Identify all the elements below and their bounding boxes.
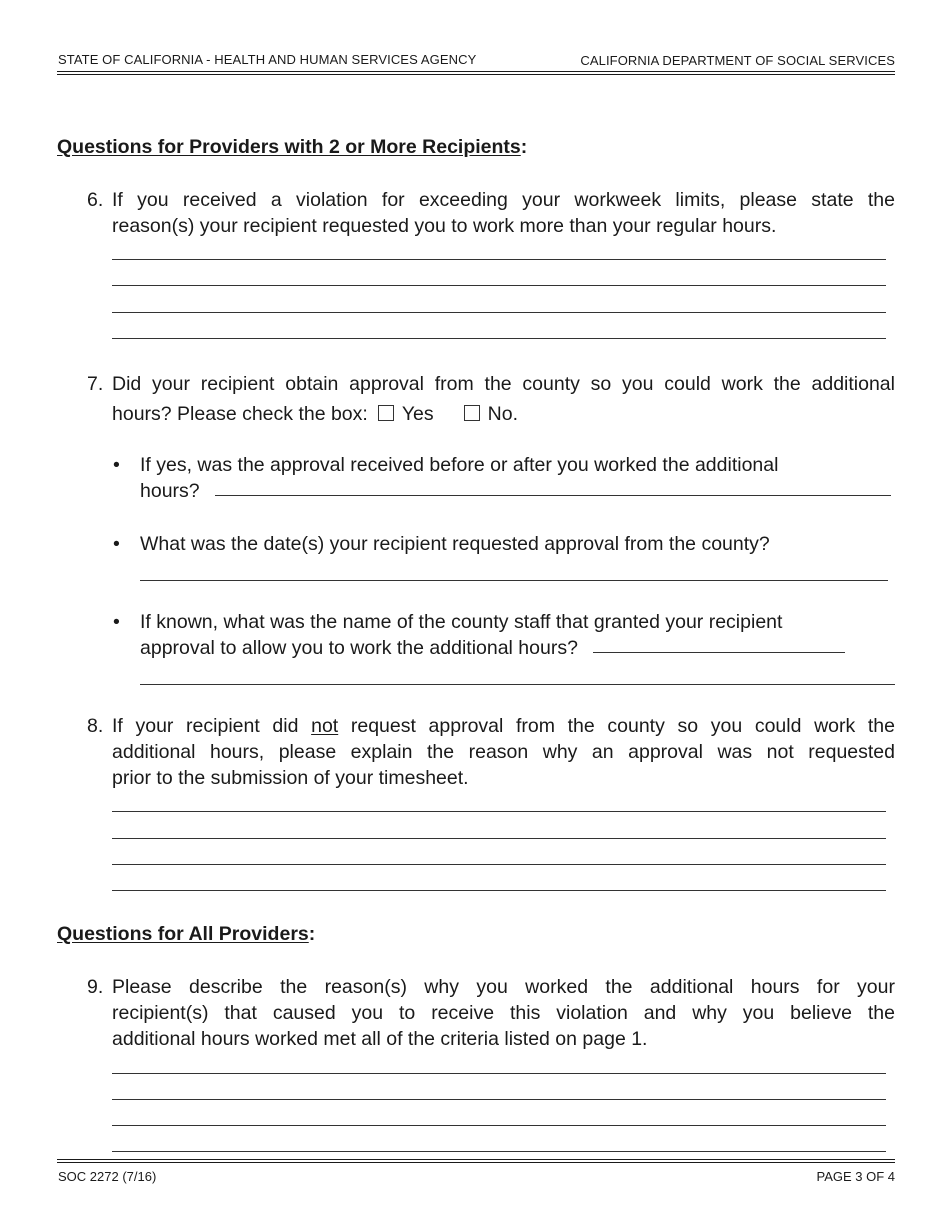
question-text-line: recipient(s) that caused you to receive this violation and why you believe the (112, 1002, 895, 1024)
bullet-approval-timing (113, 452, 895, 504)
question-text-line: additional hours, please explain the reason why an approval was not requested (112, 741, 895, 763)
answer-line-q6-4[interactable] (112, 338, 886, 339)
question-text-line: Did your recipient obtain approval from the county so you could work the additional (112, 373, 895, 395)
question-7 (87, 371, 895, 427)
answer-line-county-staff-2[interactable] (140, 684, 895, 685)
answer-line-q9-2[interactable] (112, 1099, 886, 1100)
question-text-pre: If your recipient did (112, 715, 299, 737)
bullet-text: approval to allow you to work the additional hours? (140, 637, 578, 659)
answer-line-q9-3[interactable] (112, 1125, 886, 1126)
answer-line-q8-3[interactable] (112, 864, 886, 865)
question-9 (87, 974, 895, 1052)
question-number: 6. (87, 189, 104, 211)
answer-line-q6-1[interactable] (112, 259, 886, 260)
header-rule-2 (57, 74, 895, 75)
question-text-line: reason(s) your recipient requested you to work more than your regular hours. (112, 215, 777, 237)
section-title-all-providers (57, 923, 315, 946)
yes-checkbox[interactable] (378, 405, 394, 421)
question-text-line (112, 713, 895, 739)
checkbox-row (112, 401, 895, 427)
question-number: 9. (87, 976, 104, 998)
section-title-colon: : (308, 923, 316, 945)
bullet-text-line-with-blank (140, 478, 895, 504)
question-6 (87, 187, 895, 239)
question-8 (87, 713, 895, 791)
form-number: SOC 2272 (7/16) (58, 1169, 157, 1184)
page-number: PAGE 3 OF 4 (816, 1169, 895, 1184)
bullet-dot: • (113, 611, 120, 633)
bullet-text-line: If known, what was the name of the county staff that granted your recipient (140, 611, 783, 633)
bullet-request-date (113, 531, 895, 557)
question-text-emphasis: not (311, 715, 339, 737)
section-title-colon: : (520, 136, 528, 158)
bullet-county-staff (113, 609, 895, 661)
answer-line-q6-2[interactable] (112, 285, 886, 286)
footer-rule-2 (57, 1162, 895, 1163)
answer-line-q9-4[interactable] (112, 1151, 886, 1152)
footer-rule-1 (57, 1159, 895, 1160)
question-text-line: Please describe the reason(s) why you worked the additional hours for your (112, 976, 895, 998)
question-text-line: prior to the submission of your timesheet. (112, 767, 469, 789)
question-number: 7. (87, 373, 104, 395)
bullet-text-line: What was the date(s) your recipient requested approval from the county? (140, 533, 770, 555)
question-number: 8. (87, 715, 104, 737)
question-text-line: additional hours worked met all of the criteria listed on page 1. (112, 1028, 648, 1050)
header-department: CALIFORNIA DEPARTMENT OF SOCIAL SERVICES (580, 53, 895, 68)
bullet-text-line-with-blank (140, 635, 895, 661)
bullet-text: hours? (140, 480, 200, 502)
question-text-post: request approval from the county so you could work the (350, 715, 896, 737)
answer-line-q8-4[interactable] (112, 890, 886, 891)
answer-line-q8-1[interactable] (112, 811, 886, 812)
answer-line-county-staff-1[interactable] (593, 652, 845, 653)
bullet-dot: • (113, 533, 120, 555)
yes-label: Yes (401, 403, 434, 425)
question-text-line: If you received a violation for exceeding your workweek limits, please state the (112, 189, 895, 211)
answer-line-q6-3[interactable] (112, 312, 886, 313)
no-label: No. (487, 403, 518, 425)
bullet-text-line: If yes, was the approval received before or after you worked the additional (140, 454, 779, 476)
header-rule-1 (57, 71, 895, 72)
checkbox-prompt: hours? Please check the box: (112, 403, 368, 425)
section-title-text: Questions for All Providers (57, 923, 309, 945)
answer-line-approval-timing[interactable] (215, 495, 891, 496)
bullet-dot: • (113, 454, 120, 476)
section-title-multi-recipients (57, 136, 527, 159)
answer-line-q9-1[interactable] (112, 1073, 886, 1074)
header-agency: STATE OF CALIFORNIA - HEALTH AND HUMAN SERVICES AGENCY (58, 52, 477, 67)
answer-line-request-date[interactable] (140, 580, 888, 581)
no-checkbox[interactable] (464, 405, 480, 421)
section-title-text: Questions for Providers with 2 or More Recipients (57, 136, 521, 158)
answer-line-q8-2[interactable] (112, 838, 886, 839)
